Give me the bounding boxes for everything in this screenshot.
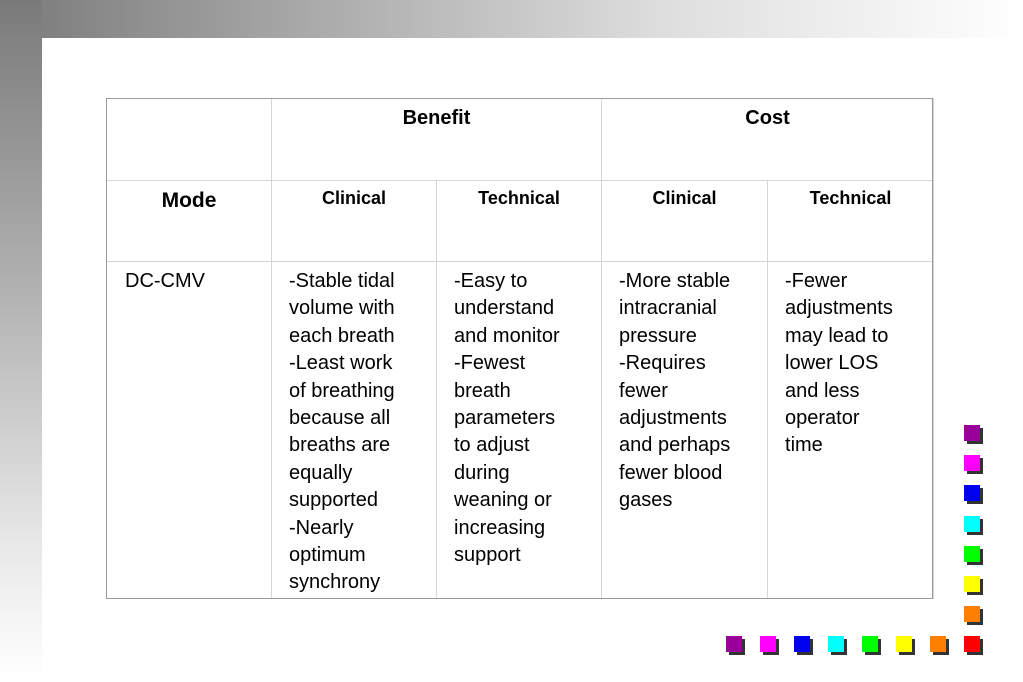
- decor-square-blue: [964, 485, 980, 501]
- cost-clinical-cell: [602, 262, 768, 599]
- top-gradient-bar: [0, 0, 1023, 38]
- comparison-table: [106, 98, 934, 599]
- cost-clinical-text: -More stable intracranial pressure -Requires fewer adjustments and perhaps fewer blood gases: [619, 270, 731, 512]
- mode-header: [107, 181, 272, 262]
- decor-square-yellow: [896, 636, 912, 652]
- decor-square-red: [964, 636, 980, 652]
- cost-technical-text: -Fewer adjustments may lead to lower LOS and less operator time: [785, 270, 893, 457]
- decor-square-cyan: [964, 516, 980, 532]
- cost-clinical-header: [602, 181, 768, 262]
- decor-square-orange: [930, 636, 946, 652]
- benefit-clinical-text: -Stable tidal volume with each breath -Least work of breathing because all breaths are equally supported -Nearly optimum synchrony: [289, 270, 395, 594]
- decor-square-magenta: [760, 636, 776, 652]
- cost-technical-label: Technical: [809, 188, 892, 208]
- decor-square-purple: [726, 636, 742, 652]
- benefit-technical-label: Technical: [478, 188, 560, 208]
- decor-square-blue: [794, 636, 810, 652]
- sub-header-row: [107, 181, 934, 262]
- benefit-header: [272, 99, 602, 181]
- decor-square-cyan: [828, 636, 844, 652]
- decor-square-yellow: [964, 576, 980, 592]
- cost-technical-header: [768, 181, 934, 262]
- benefit-technical-header: [437, 181, 602, 262]
- mode-header-label: Mode: [161, 189, 217, 212]
- mode-value: DC-CMV: [125, 270, 205, 292]
- blank-header-cell: [107, 99, 272, 181]
- benefit-clinical-cell: [272, 262, 437, 599]
- cost-technical-cell: [768, 262, 934, 599]
- benefit-clinical-header: [272, 181, 437, 262]
- cost-clinical-label: Clinical: [652, 188, 717, 208]
- decor-square-purple: [964, 425, 980, 441]
- benefit-technical-text: -Easy to understand and monitor -Fewest breath parameters to adjust during weaning or increasing support: [454, 270, 560, 567]
- benefit-clinical-label: Clinical: [321, 188, 387, 208]
- benefit-header-label: Benefit: [402, 107, 471, 129]
- benefit-technical-cell: [437, 262, 602, 599]
- decor-square-green: [862, 636, 878, 652]
- mode-cell: [107, 262, 272, 599]
- cost-header-label: Cost: [745, 107, 790, 129]
- decor-square-magenta: [964, 455, 980, 471]
- group-header-row: [107, 99, 934, 181]
- decor-square-orange: [964, 606, 980, 622]
- table-row: [107, 262, 934, 599]
- decor-square-green: [964, 546, 980, 562]
- left-gradient-bar: [0, 0, 42, 682]
- cost-header: [602, 99, 934, 181]
